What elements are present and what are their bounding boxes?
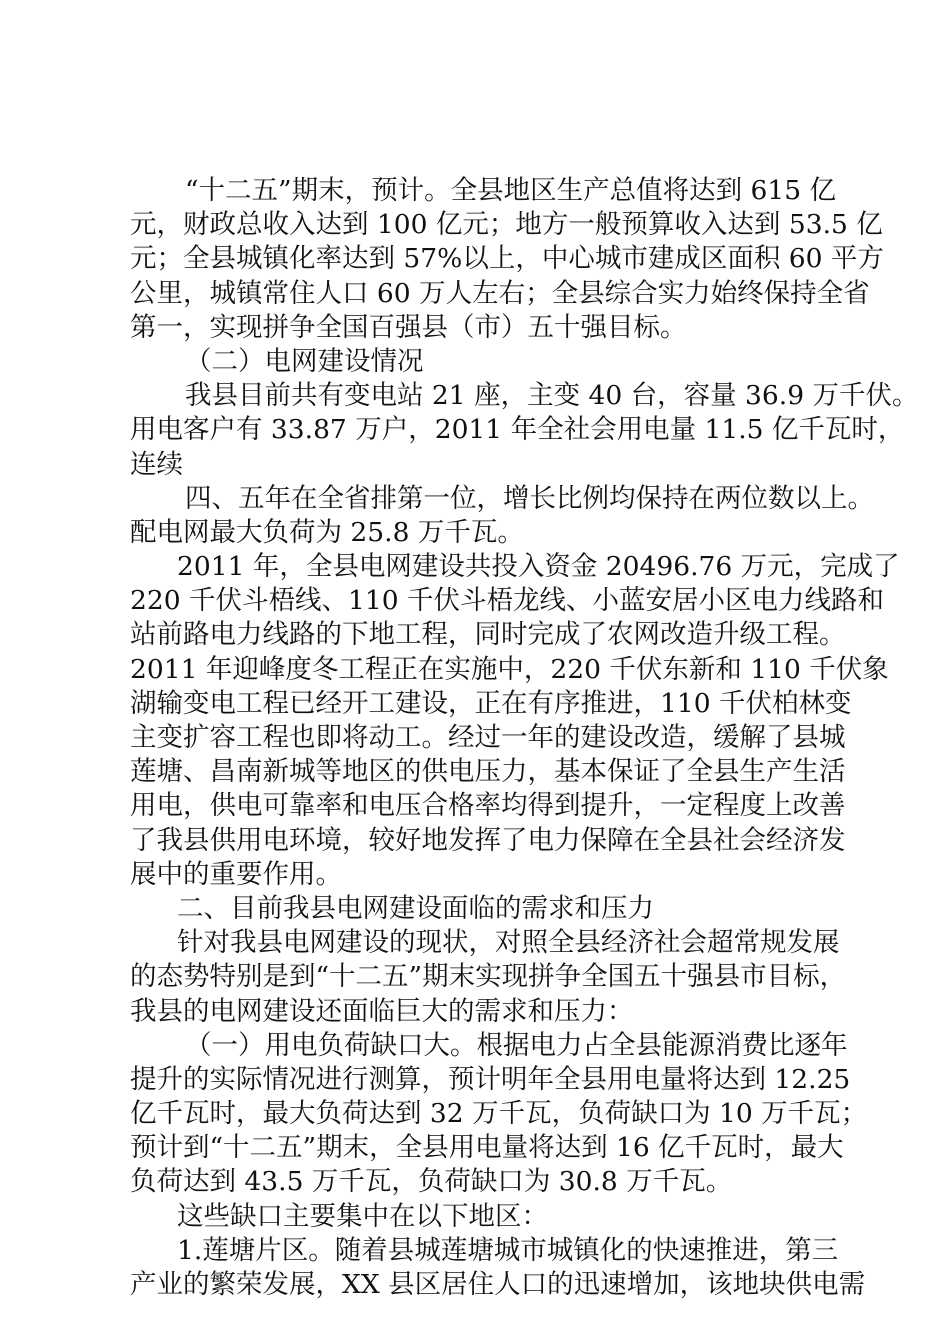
text-line: 2011 年，全县电网建设共投入资金 20496.76 万元，完成了 [177, 551, 900, 583]
text-line: 2011 年迎峰度冬工程正在实施中，220 千伏东新和 110 千伏象 [130, 653, 889, 685]
text-line: 我县目前共有变电站 21 座，主变 40 台，容量 36.9 万千伏。 [185, 380, 919, 412]
text-line: “十二五”期末，预计。全县地区生产总值将达到 615 亿 [185, 175, 837, 206]
text-line: 莲塘、昌南新城等地区的供电压力，基本保证了全县生产生活 [130, 756, 846, 788]
text-line: 产业的繁荣发展，XX 县区居住人口的迅速增加，该地块供电需 [130, 1269, 866, 1300]
text-line: 提升的实际情况进行测算，预计明年全县用电量将达到 12.25 [130, 1063, 851, 1095]
text-line: 亿千瓦时，最大负荷达到 32 万千瓦，负荷缺口为 10 万千瓦； [130, 1098, 868, 1130]
text-line: 1.莲塘片区。随着县城莲塘城市城镇化的快速推进，第三 [177, 1234, 839, 1266]
text-line: （二）电网建设情况 [185, 345, 424, 377]
text-line: 这些缺口主要集中在以下地区： [177, 1200, 548, 1232]
text-line: 预计到“十二五”期末，全县用电量将达到 16 亿千瓦时，最大 [130, 1132, 844, 1164]
text-line: 连续 [130, 448, 183, 480]
text-line: 元，财政总收入达到 100 亿元；地方一般预算收入达到 53.5 亿 [130, 209, 883, 241]
text-line: （一）用电负荷缺口大。根据电力占全县能源消费比逐年 [185, 1029, 848, 1061]
text-line: 用电，供电可靠率和电压合格率均得到提升，一定程度上改善 [130, 790, 846, 822]
text-line: 了我县供用电环境，较好地发挥了电力保障在全县社会经济发 [130, 824, 846, 856]
text-line: 220 千伏斗梧线、110 千伏斗梧龙线、小蓝安居小区电力线路和 [130, 585, 885, 617]
text-line: 配电网最大负荷为 25.8 万千瓦。 [130, 516, 524, 548]
text-line: 四、五年在全省排第一位，增长比例均保持在两位数以上。 [185, 482, 874, 514]
text-line: 负荷达到 43.5 万千瓦，负荷缺口为 30.8 万千瓦。 [130, 1166, 733, 1198]
text-line: 第一，实现拼争全国百强县（市）五十强目标。 [130, 311, 687, 343]
text-line: 主变扩容工程也即将动工。经过一年的建设改造，缓解了县城 [130, 722, 846, 753]
body-text [130, 174, 919, 1302]
text-line: 站前路电力线路的下地工程，同时完成了农网改造升级工程。 [130, 619, 846, 651]
text-line: 二、目前我县电网建设面临的需求和压力 [177, 892, 654, 924]
text-line: 的态势特别是到“十二五”期末实现拼争全国五十强县市目标， [130, 961, 847, 993]
text-line: 公里，城镇常住人口 60 万人左右；全县综合实力始终保持全省 [130, 277, 870, 309]
text-line: 湖输变电工程已经开工建设，正在有序推进，110 千伏柏林变 [130, 687, 852, 719]
text-line: 展中的重要作用。 [130, 858, 342, 890]
text-line: 用电客户有 33.87 万户，2011 年全社会用电量 11.5 亿千瓦时， [130, 414, 905, 446]
text-line: 我县的电网建设还面临巨大的需求和压力： [130, 995, 634, 1027]
text-line: 针对我县电网建设的现状，对照全县经济社会超常规发展 [177, 927, 840, 959]
text-line: 元；全县城镇化率达到 57%以上，中心城市建成区面积 60 平方 [130, 243, 884, 275]
